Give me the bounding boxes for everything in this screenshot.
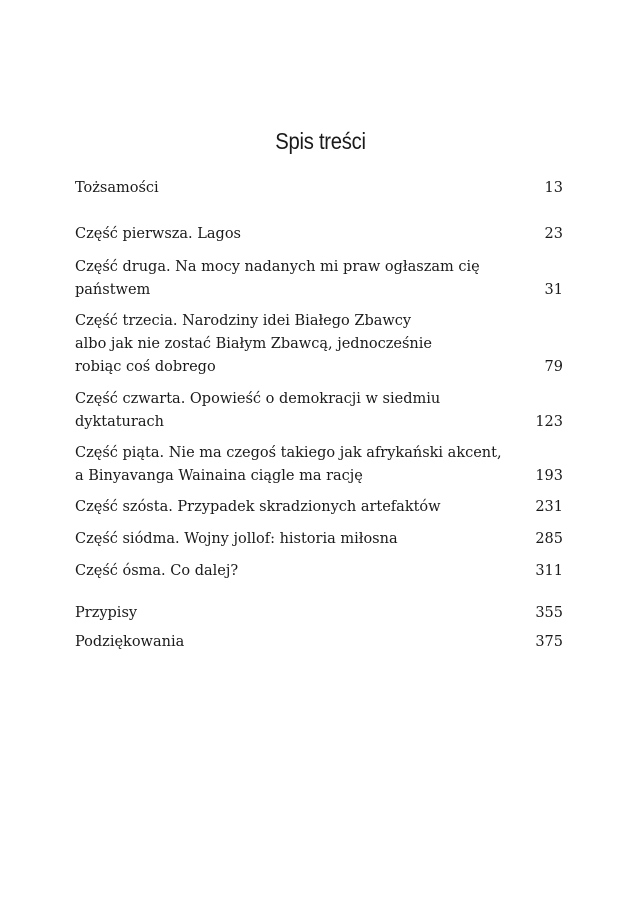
toc-entry-text: [75, 496, 505, 519]
toc-entry: [75, 496, 563, 519]
toc-entry-text: [75, 177, 505, 200]
toc-entry-line: Tożsamości: [75, 180, 159, 196]
toc-entry-text: [75, 560, 505, 583]
toc-entry: [75, 602, 563, 625]
toc-entry: [75, 560, 563, 583]
toc-entry-text: [75, 631, 505, 654]
toc-entry-text: [75, 388, 505, 434]
page-title: Spis treści: [275, 128, 366, 154]
toc-entry-line: Część szósta. Przypadek skradzionych artefaktów: [75, 499, 441, 515]
toc-entry-line: Część druga. Na mocy nadanych mi praw ogłaszam cię: [75, 259, 480, 275]
toc-page-number: 13: [544, 180, 563, 196]
toc-entry: [75, 223, 563, 246]
toc-page-number: 231: [535, 499, 563, 515]
toc-entry: [75, 310, 563, 379]
toc-entry: [75, 388, 563, 434]
toc-entry: [75, 256, 563, 302]
toc-page-number: 23: [544, 226, 563, 242]
toc-page-number: 123: [535, 414, 563, 430]
toc-entry-line: Część trzecia. Narodziny idei Białego Zbawcy: [75, 313, 412, 329]
toc-entry-text: [75, 256, 505, 302]
toc-entry-text: [75, 223, 505, 246]
toc-entry-text: [75, 528, 505, 551]
toc-entry-line: Część czwarta. Opowieść o demokracji w siedmiu: [75, 391, 441, 407]
toc-entry-text: [75, 310, 505, 379]
toc-entry-line: robiąc coś dobrego: [75, 359, 216, 375]
toc-page-number: 79: [544, 359, 563, 375]
toc-entry-line: Część piąta. Nie ma czegoś takiego jak afrykański akcent,: [75, 445, 502, 461]
toc-page-number: 285: [535, 531, 563, 547]
toc-entry-line: państwem: [75, 282, 151, 298]
toc-entry: [75, 528, 563, 551]
toc-entry: [75, 177, 563, 200]
toc-page-number: 193: [535, 468, 563, 484]
toc-page-number: 31: [544, 282, 563, 298]
toc-page-number: 375: [535, 634, 563, 650]
toc-entry: [75, 442, 563, 488]
toc-page-number: 311: [535, 563, 563, 579]
toc-entry-line: albo jak nie zostać Białym Zbawcą, jednocześnie: [75, 336, 432, 352]
toc-entry-line: Część siódma. Wojny jollof: historia miłosna: [75, 531, 398, 547]
toc-entry-text: [75, 442, 505, 488]
toc-entry-line: dyktaturach: [75, 414, 164, 430]
toc-entry-line: Część ósma. Co dalej?: [75, 563, 239, 579]
toc-entry-text: [75, 602, 505, 625]
toc-page-number: 355: [535, 605, 563, 621]
toc-entry: [75, 631, 563, 654]
toc-entry-line: Przypisy: [75, 605, 138, 621]
toc-entry-line: a Binyavanga Wainaina ciągle ma rację: [75, 468, 363, 484]
toc-entry-line: Podziękowania: [75, 634, 185, 650]
toc-entry-line: Część pierwsza. Lagos: [75, 226, 241, 242]
